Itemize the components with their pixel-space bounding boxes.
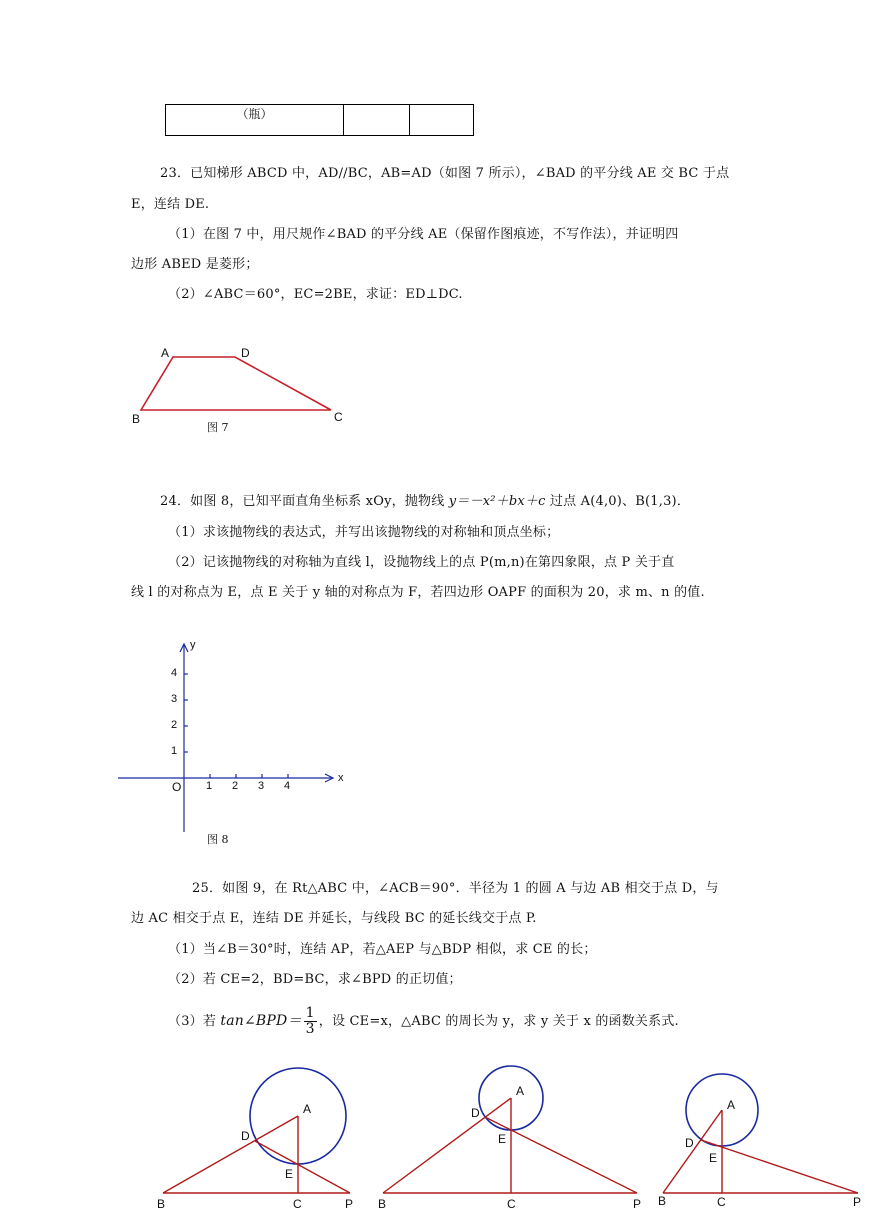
segment-ab: [383, 1098, 511, 1193]
y-tick-label: 4: [171, 667, 178, 679]
x-tick-label: 3: [258, 780, 265, 792]
point-label-b: B: [658, 1194, 667, 1208]
q25-line2: 边 AC 相交于点 E，连结 DE 并延长，与线段 BC 的延长线交于点 P.: [131, 911, 537, 926]
point-label-c: C: [334, 410, 343, 424]
x-tick-label: 1: [206, 780, 213, 792]
point-label-e: E: [498, 1132, 507, 1146]
point-label-c: C: [507, 1197, 516, 1211]
point-label-a: A: [303, 1102, 312, 1116]
point-label-b: B: [378, 1197, 387, 1211]
origin-label: O: [172, 780, 182, 794]
fraction-denominator: 3: [305, 1021, 315, 1037]
q23-line3: （1）在图 7 中，用尺规作∠BAD 的平分线 AE（保留作图痕迹，不写作法），并证明四: [168, 227, 679, 242]
y-tick-label: 3: [171, 693, 178, 705]
point-label-a: A: [727, 1098, 736, 1112]
segment-dp: [701, 1140, 858, 1193]
y-tick-label: 2: [171, 719, 178, 731]
q24-line1-pre: 24．如图 8，已知平面直角坐标系 xOy，抛物线: [160, 494, 449, 509]
point-label-c: C: [293, 1197, 302, 1211]
figure-9-diagram-1: [163, 1068, 350, 1193]
q23-line5: （2）∠ABC＝60°，EC=2BE，求证：ED⊥DC.: [168, 287, 463, 302]
q25-line1: 25．如图 9，在 Rt△ABC 中，∠ACB＝90°．半径为 1 的圆 A 与边 AB 相交于点 D，与: [192, 881, 719, 896]
x-axis-label: x: [338, 772, 344, 784]
point-label-e: E: [285, 1167, 294, 1181]
q23-line4: 边形 ABED 是菱形；: [131, 257, 259, 272]
figure-9-diagram-2: [383, 1066, 637, 1193]
segment-dp: [255, 1141, 350, 1193]
point-label-a: A: [161, 346, 170, 360]
segment-ab: [163, 1116, 298, 1193]
q25-line3: （1）当∠B＝30°时，连结 AP，若△AEP 与△BDP 相似，求 CE 的长；: [168, 942, 597, 957]
figure-8-caption: 图 8: [207, 833, 229, 846]
point-label-b: B: [157, 1197, 166, 1211]
point-label-d: D: [241, 1129, 250, 1143]
q24-line2: （1）求该抛物线的表达式，并写出该抛物线的对称轴和顶点坐标；: [168, 525, 560, 540]
x-tick-label: 2: [232, 780, 239, 792]
point-label-b: B: [132, 412, 141, 426]
point-label-c: C: [717, 1195, 726, 1209]
tan-expression: tan∠BPD＝: [220, 1013, 302, 1029]
q25-line5-pre: （3）若: [168, 1014, 221, 1029]
q23-line2: E，连结 DE.: [131, 197, 210, 212]
q24-line1-post: 过点 A(4,0)、B(1,3)．: [545, 494, 691, 509]
point-label-p: P: [853, 1195, 862, 1209]
segment-dp: [485, 1117, 637, 1193]
parabola-formula: y＝－x²＋bx＋c: [448, 494, 546, 509]
point-label-p: P: [345, 1197, 354, 1211]
q25-line4: （2）若 CE=2，BD=BC，求∠BPD 的正切值；: [168, 972, 462, 987]
point-label-a: A: [516, 1084, 525, 1098]
x-tick-label: 4: [284, 780, 291, 792]
q24-line4: 线 l 的对称点为 E，点 E 关于 y 轴的对称点为 F，若四边形 OAPF 的面积为 20，求 m、n 的值.: [131, 585, 705, 600]
point-label-d: D: [685, 1136, 694, 1150]
point-label-d: D: [241, 346, 250, 360]
q25-line5-post: ，设 CE=x，△ABC 的周长为 y，求 y 关于 x 的函数关系式.: [318, 1014, 679, 1029]
point-label-d: D: [471, 1106, 480, 1120]
q23-line1: 23．已知梯形 ABCD 中，AD//BC，AB=AD（如图 7 所示），∠BAD 的平分线 AE 交 BC 于点: [160, 166, 730, 181]
table-cell: （瓶）: [166, 105, 344, 136]
point-label-p: P: [633, 1197, 642, 1211]
y-axis-label: y: [190, 639, 196, 651]
y-tick-label: 1: [171, 745, 178, 757]
fraction-numerator: 1: [305, 1005, 315, 1021]
point-label-e: E: [709, 1151, 718, 1165]
figure-7-caption: 图 7: [207, 421, 229, 434]
q24-line3: （2）记该抛物线的对称轴为直线 l，设抛物线上的点 P(m,n)在第四象限，点 P 关于直: [168, 555, 675, 570]
figure-9-diagram-3: [663, 1074, 858, 1193]
